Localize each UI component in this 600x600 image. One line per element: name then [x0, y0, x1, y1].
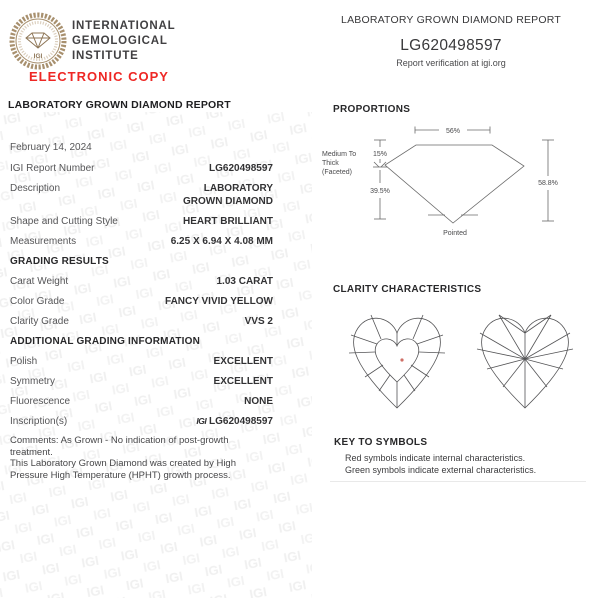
institute-line: INSTITUTE: [72, 50, 139, 62]
clarity-plots: [335, 303, 580, 425]
girdle-label: [322, 151, 356, 176]
table-row: [10, 162, 273, 175]
section-divider: [330, 481, 586, 482]
svg-text:(Faceted): (Faceted): [322, 169, 352, 176]
inscription-number: LG620498597: [209, 416, 273, 427]
report-date: February 14, 2024: [10, 142, 92, 153]
diamond-profile-outline: [385, 145, 524, 223]
proportions-heading: PROPORTIONS: [333, 104, 411, 115]
clarity-heading: CLARITY CHARACTERISTICS: [333, 284, 482, 295]
depth-percent-label: 58.8%: [538, 180, 558, 187]
row-value: VVS 2: [244, 316, 273, 327]
proportions-diagram: [318, 122, 590, 244]
table-row: [10, 215, 273, 228]
row-label: Measurements: [10, 236, 77, 247]
report-number: LG620498597: [400, 37, 502, 54]
svg-text:Medium To: Medium To: [322, 151, 357, 158]
row-label: Symmetry: [10, 376, 55, 387]
table-row: [10, 295, 273, 308]
key-to-symbols-heading: KEY TO SYMBOLS: [334, 437, 428, 448]
row-value: EXCELLENT: [213, 356, 273, 367]
heart-pavilion-diagram: [477, 315, 573, 408]
table-row: [10, 235, 273, 248]
table-row: [10, 375, 273, 388]
svg-text:Thick: Thick: [322, 160, 339, 167]
heart-crown-diagram: [349, 315, 445, 408]
institute-line: INTERNATIONAL: [72, 20, 176, 32]
row-value: LABORATORY GROWN DIAMOND: [183, 183, 273, 207]
inclusion-pinpoint-symbol: [400, 358, 403, 361]
seal-monogram: IGI: [33, 53, 43, 60]
row-label: IGI Report Number: [10, 163, 95, 174]
row-label: Carat Weight: [10, 276, 69, 287]
row-value: LG620498597: [209, 163, 273, 174]
report-title: LABORATORY GROWN DIAMOND REPORT: [8, 99, 231, 111]
row-label: Inscription(s): [10, 416, 68, 427]
table-row: [10, 275, 273, 288]
report-details: [10, 162, 273, 481]
table-percent-label: 56%: [445, 128, 461, 135]
institute-name: [72, 19, 175, 64]
row-label: Fluorescence: [10, 396, 71, 407]
igi-seal-logo: [8, 11, 68, 71]
additional-grading-heading: ADDITIONAL GRADING INFORMATION: [10, 336, 201, 347]
row-label: Color Grade: [10, 296, 65, 307]
table-row: [10, 355, 273, 368]
row-value: HEART BRILLIANT: [183, 216, 273, 227]
culet-label: Pointed: [443, 230, 467, 237]
institute-line: GEMOLOGICAL: [72, 35, 168, 47]
row-value: EXCELLENT: [213, 376, 273, 387]
row-value: NONE: [244, 396, 273, 407]
table-row: [10, 395, 273, 408]
electronic-copy-label: ELECTRONIC COPY: [29, 69, 169, 84]
header-right: [320, 14, 582, 68]
crown-percent-label: 15%: [372, 151, 388, 158]
comments-block: [10, 435, 273, 481]
comments-line: This Laboratory Grown Diamond was created by High Pressure High Temperature (HPHT) growth process.: [10, 458, 236, 481]
verification-note: Report verification at igi.org: [396, 58, 506, 68]
igi-inscription-mark: IGI: [196, 416, 207, 426]
row-value: 6.25 X 6.94 X 4.08 MM: [170, 236, 273, 247]
row-label: Description: [10, 183, 61, 194]
grading-results-heading: GRADING RESULTS: [10, 256, 109, 267]
report-type-title: LABORATORY GROWN DIAMOND REPORT: [341, 14, 561, 26]
row-label: Clarity Grade: [10, 316, 69, 327]
row-value: 1.03 CARAT: [216, 276, 273, 287]
comments-line: Comments: As Grown - No indication of post-growth treatment.: [10, 435, 229, 458]
table-row-inscription: [10, 415, 273, 428]
key-line-internal: Red symbols indicate internal characteristics.: [345, 453, 526, 463]
table-row: [10, 182, 273, 208]
key-line-external: Green symbols indicate external characteristics.: [345, 464, 537, 475]
key-to-symbols-text: [345, 453, 580, 476]
pavilion-percent-label: 39.5%: [370, 188, 390, 195]
table-row: [10, 315, 273, 328]
row-label: Polish: [10, 356, 38, 367]
row-label: Shape and Cutting Style: [10, 216, 118, 227]
row-value: FANCY VIVID YELLOW: [165, 296, 273, 307]
row-value: [196, 415, 273, 428]
